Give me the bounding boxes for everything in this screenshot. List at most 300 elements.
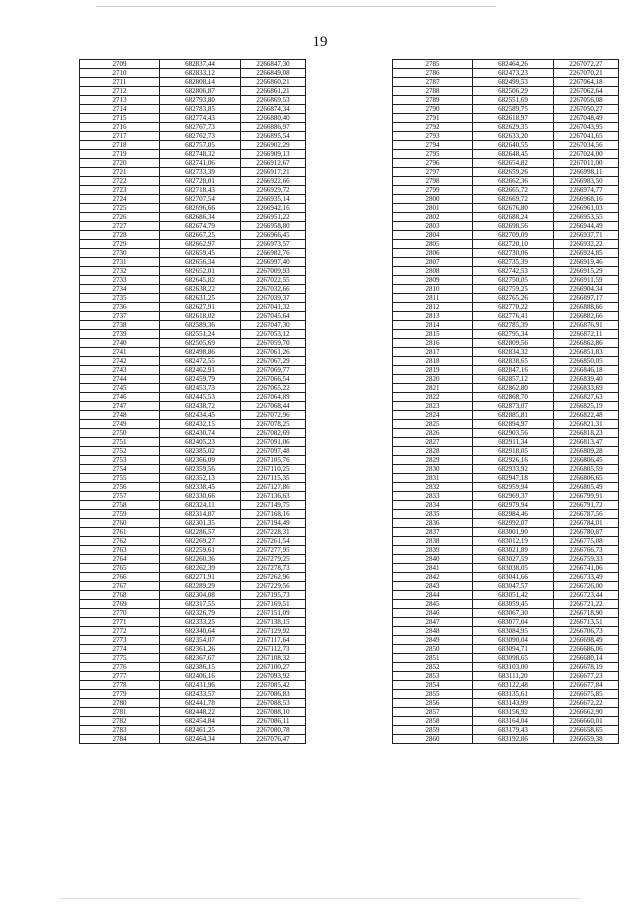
x-coordinate-cell: 683012,19: [473, 537, 554, 546]
x-coordinate-cell: 682885,81: [473, 411, 554, 420]
x-coordinate-cell: 683038,05: [473, 564, 554, 573]
point-number-cell: 2762: [80, 537, 160, 546]
x-coordinate-cell: 682326,79: [160, 609, 241, 618]
y-coordinate-cell: 2267072,27: [554, 60, 619, 69]
table-row: [393, 330, 619, 339]
y-coordinate-cell: 2267112,73: [241, 645, 306, 654]
x-coordinate-cell: 683021,89: [473, 546, 554, 555]
table-row: [393, 735, 619, 744]
y-coordinate-cell: 2267278,73: [241, 564, 306, 573]
point-number-cell: 2770: [80, 609, 160, 618]
y-coordinate-cell: 2266780,87: [554, 528, 619, 537]
table-row: [80, 168, 306, 177]
x-coordinate-cell: 683098,65: [473, 654, 554, 663]
y-coordinate-cell: 2267041,65: [554, 132, 619, 141]
table-row: [80, 735, 306, 744]
y-coordinate-cell: 2266733,49: [554, 573, 619, 582]
x-coordinate-cell: 682618,97: [473, 114, 554, 123]
x-coordinate-cell: 682259,61: [160, 546, 241, 555]
point-number-cell: 2812: [393, 303, 473, 312]
table-row: [393, 591, 619, 600]
x-coordinate-cell: 683027,59: [473, 555, 554, 564]
point-number-cell: 2778: [80, 681, 160, 690]
table-row: [80, 690, 306, 699]
point-number-cell: 2723: [80, 186, 160, 195]
table-row: [393, 366, 619, 375]
point-number-cell: 2818: [393, 357, 473, 366]
point-number-cell: 2765: [80, 564, 160, 573]
x-coordinate-cell: 682783,85: [160, 105, 241, 114]
x-coordinate-cell: 682696,66: [160, 204, 241, 213]
table-row: [393, 645, 619, 654]
table-row: [393, 114, 619, 123]
table-row: [80, 114, 306, 123]
x-coordinate-cell: 682638,22: [160, 285, 241, 294]
y-coordinate-cell: 2267039,37: [241, 294, 306, 303]
point-number-cell: 2793: [393, 132, 473, 141]
table-row: [80, 474, 306, 483]
y-coordinate-cell: 2266818,23: [554, 429, 619, 438]
y-coordinate-cell: 2267085,42: [241, 681, 306, 690]
x-coordinate-cell: 682709,09: [473, 231, 554, 240]
table-row: [80, 60, 306, 69]
table-row: [393, 204, 619, 213]
point-number-cell: 2815: [393, 330, 473, 339]
table-row: [80, 681, 306, 690]
point-number-cell: 2717: [80, 132, 160, 141]
y-coordinate-cell: 2267050,27: [554, 105, 619, 114]
x-coordinate-cell: 682506,29: [473, 87, 554, 96]
point-number-cell: 2857: [393, 708, 473, 717]
point-number-cell: 2712: [80, 87, 160, 96]
x-coordinate-cell: 682659,26: [473, 168, 554, 177]
table-row: [393, 213, 619, 222]
point-number-cell: 2781: [80, 708, 160, 717]
x-coordinate-cell: 682933,92: [473, 465, 554, 474]
y-coordinate-cell: 2266966,45: [241, 231, 306, 240]
table-row: [80, 204, 306, 213]
x-coordinate-cell: 682359,56: [160, 465, 241, 474]
y-coordinate-cell: 2267067,29: [241, 357, 306, 366]
point-number-cell: 2767: [80, 582, 160, 591]
table-row: [393, 411, 619, 420]
table-row: [393, 681, 619, 690]
y-coordinate-cell: 2266924,85: [554, 249, 619, 258]
y-coordinate-cell: 2266784,01: [554, 519, 619, 528]
bottom-rule: [60, 898, 580, 899]
x-coordinate-cell: 683179,43: [473, 726, 554, 735]
y-coordinate-cell: 2267091,06: [241, 438, 306, 447]
table-row: [80, 177, 306, 186]
table-row: [393, 690, 619, 699]
x-coordinate-cell: 682662,97: [160, 240, 241, 249]
x-coordinate-cell: 682903,56: [473, 429, 554, 438]
table-row: [393, 258, 619, 267]
y-coordinate-cell: 2267078,25: [241, 420, 306, 429]
x-coordinate-cell: 682367,67: [160, 654, 241, 663]
y-coordinate-cell: 2266741,06: [554, 564, 619, 573]
y-coordinate-cell: 2266658,65: [554, 726, 619, 735]
y-coordinate-cell: 2266723,44: [554, 591, 619, 600]
table-row: [80, 303, 306, 312]
y-coordinate-cell: 2266718,90: [554, 609, 619, 618]
table-row: [80, 78, 306, 87]
x-coordinate-cell: 683164,04: [473, 717, 554, 726]
y-coordinate-cell: 2267088,53: [241, 699, 306, 708]
table-row: [80, 663, 306, 672]
point-number-cell: 2733: [80, 276, 160, 285]
x-coordinate-cell: 682750,05: [473, 276, 554, 285]
table-row: [393, 168, 619, 177]
point-number-cell: 2777: [80, 672, 160, 681]
point-number-cell: 2805: [393, 240, 473, 249]
point-number-cell: 2827: [393, 438, 473, 447]
point-number-cell: 2714: [80, 105, 160, 114]
x-coordinate-cell: 682633,20: [473, 132, 554, 141]
table-row: [393, 285, 619, 294]
point-number-cell: 2779: [80, 690, 160, 699]
y-coordinate-cell: 2267261,54: [241, 537, 306, 546]
y-coordinate-cell: 2266912,67: [241, 159, 306, 168]
point-number-cell: 2775: [80, 654, 160, 663]
table-row: [393, 600, 619, 609]
x-coordinate-cell: 682809,56: [473, 339, 554, 348]
table-row: [80, 240, 306, 249]
table-row: [80, 438, 306, 447]
x-coordinate-cell: 682992,07: [473, 519, 554, 528]
y-coordinate-cell: 2267110,25: [241, 465, 306, 474]
point-number-cell: 2782: [80, 717, 160, 726]
y-coordinate-cell: 2266851,83: [554, 348, 619, 357]
y-coordinate-cell: 2266677,23: [554, 672, 619, 681]
x-coordinate-cell: 682959,94: [473, 483, 554, 492]
x-coordinate-cell: 682333,25: [160, 618, 241, 627]
y-coordinate-cell: 2267045,64: [241, 312, 306, 321]
x-coordinate-cell: 682441,78: [160, 699, 241, 708]
point-number-cell: 2836: [393, 519, 473, 528]
point-number-cell: 2828: [393, 447, 473, 456]
y-coordinate-cell: 2266974,77: [554, 186, 619, 195]
y-coordinate-cell: 2266805,59: [554, 465, 619, 474]
x-coordinate-cell: 682618,02: [160, 312, 241, 321]
point-number-cell: 2808: [393, 267, 473, 276]
point-number-cell: 2830: [393, 465, 473, 474]
table-row: [393, 123, 619, 132]
y-coordinate-cell: 2266983,50: [554, 177, 619, 186]
x-coordinate-cell: 682301,35: [160, 519, 241, 528]
table-row: [80, 186, 306, 195]
x-coordinate-cell: 682659,45: [160, 249, 241, 258]
point-number-cell: 2833: [393, 492, 473, 501]
y-coordinate-cell: 2266672,22: [554, 699, 619, 708]
table-row: [393, 483, 619, 492]
point-number-cell: 2791: [393, 114, 473, 123]
table-row: [80, 726, 306, 735]
table-row: [393, 222, 619, 231]
table-row: [80, 141, 306, 150]
x-coordinate-cell: 682728,01: [160, 177, 241, 186]
point-number-cell: 2835: [393, 510, 473, 519]
table-row: [393, 465, 619, 474]
table-row: [393, 555, 619, 564]
x-coordinate-cell: 682631,25: [160, 294, 241, 303]
table-row: [393, 105, 619, 114]
point-number-cell: 2725: [80, 204, 160, 213]
y-coordinate-cell: 2266935,14: [241, 195, 306, 204]
y-coordinate-cell: 2266942,16: [241, 204, 306, 213]
y-coordinate-cell: 2267043,95: [554, 123, 619, 132]
x-coordinate-cell: 682774,43: [160, 114, 241, 123]
point-number-cell: 2846: [393, 609, 473, 618]
x-coordinate-cell: 682698,56: [473, 222, 554, 231]
x-coordinate-cell: 683090,04: [473, 636, 554, 645]
x-coordinate-cell: 682785,39: [473, 321, 554, 330]
x-coordinate-cell: 683103,00: [473, 663, 554, 672]
table-row: [393, 510, 619, 519]
x-coordinate-cell: 682718,43: [160, 186, 241, 195]
table-row: [80, 537, 306, 546]
table-row: [393, 708, 619, 717]
table-row: [80, 285, 306, 294]
y-coordinate-cell: 2267047,30: [241, 321, 306, 330]
point-number-cell: 2739: [80, 330, 160, 339]
y-coordinate-cell: 2267086,83: [241, 690, 306, 699]
y-coordinate-cell: 2266861,21: [241, 87, 306, 96]
x-coordinate-cell: 683047,57: [473, 582, 554, 591]
y-coordinate-cell: 2266951,22: [241, 213, 306, 222]
table-row: [80, 411, 306, 420]
table-row: [393, 303, 619, 312]
x-coordinate-cell: 682837,44: [160, 60, 241, 69]
x-coordinate-cell: 682385,02: [160, 447, 241, 456]
table-row: [80, 546, 306, 555]
y-coordinate-cell: 2266919,46: [554, 258, 619, 267]
table-row: [393, 717, 619, 726]
x-coordinate-cell: 683067,30: [473, 609, 554, 618]
y-coordinate-cell: 2266882,66: [554, 312, 619, 321]
point-number-cell: 2838: [393, 537, 473, 546]
y-coordinate-cell: 2267011,00: [554, 159, 619, 168]
y-coordinate-cell: 2266961,03: [554, 204, 619, 213]
y-coordinate-cell: 2267115,35: [241, 474, 306, 483]
x-coordinate-cell: 682433,57: [160, 690, 241, 699]
y-coordinate-cell: 2266886,97: [241, 123, 306, 132]
x-coordinate-cell: 683135,61: [473, 690, 554, 699]
point-number-cell: 2727: [80, 222, 160, 231]
y-coordinate-cell: 2267069,77: [241, 366, 306, 375]
table-row: [393, 519, 619, 528]
point-number-cell: 2831: [393, 474, 473, 483]
x-coordinate-cell: 682733,39: [160, 168, 241, 177]
y-coordinate-cell: 2266937,71: [554, 231, 619, 240]
table-row: [393, 60, 619, 69]
point-number-cell: 2773: [80, 636, 160, 645]
table-row: [80, 519, 306, 528]
x-coordinate-cell: 682748,32: [160, 150, 241, 159]
point-number-cell: 2843: [393, 582, 473, 591]
table-row: [80, 123, 306, 132]
table-row: [80, 447, 306, 456]
x-coordinate-cell: 682464,34: [160, 735, 241, 744]
y-coordinate-cell: 2266675,85: [554, 690, 619, 699]
x-coordinate-cell: 682767,73: [160, 123, 241, 132]
y-coordinate-cell: 2267168,16: [241, 510, 306, 519]
x-coordinate-cell: 683084,95: [473, 627, 554, 636]
top-rule: [96, 6, 496, 7]
table-row: [80, 276, 306, 285]
table-row: [80, 213, 306, 222]
point-number-cell: 2746: [80, 393, 160, 402]
point-number-cell: 2771: [80, 618, 160, 627]
point-number-cell: 2852: [393, 663, 473, 672]
point-number-cell: 2728: [80, 231, 160, 240]
table-row: [80, 528, 306, 537]
x-coordinate-cell: 682793,80: [160, 96, 241, 105]
point-number-cell: 2802: [393, 213, 473, 222]
y-coordinate-cell: 2266659,38: [554, 735, 619, 744]
table-row: [80, 564, 306, 573]
x-coordinate-cell: 682770,22: [473, 303, 554, 312]
table-row: [393, 492, 619, 501]
table-row: [80, 708, 306, 717]
y-coordinate-cell: 2266825,19: [554, 402, 619, 411]
x-coordinate-cell: 682430,74: [160, 429, 241, 438]
point-number-cell: 2786: [393, 69, 473, 78]
x-coordinate-cell: 682434,45: [160, 411, 241, 420]
table-row: [393, 528, 619, 537]
x-coordinate-cell: 682459,79: [160, 375, 241, 384]
y-coordinate-cell: 2266897,17: [554, 294, 619, 303]
x-coordinate-cell: 682984,46: [473, 510, 554, 519]
y-coordinate-cell: 2266849,08: [241, 69, 306, 78]
x-coordinate-cell: 682629,35: [473, 123, 554, 132]
point-number-cell: 2783: [80, 726, 160, 735]
y-coordinate-cell: 2266706,73: [554, 627, 619, 636]
table-row: [80, 348, 306, 357]
table-row: [393, 420, 619, 429]
table-row: [80, 609, 306, 618]
point-number-cell: 2834: [393, 501, 473, 510]
table-row: [393, 78, 619, 87]
y-coordinate-cell: 2267053,12: [241, 330, 306, 339]
x-coordinate-cell: 682453,73: [160, 384, 241, 393]
table-row: [393, 96, 619, 105]
table-row: [80, 492, 306, 501]
point-number-cell: 2844: [393, 591, 473, 600]
x-coordinate-cell: 682406,16: [160, 672, 241, 681]
point-number-cell: 2788: [393, 87, 473, 96]
table-row: [393, 537, 619, 546]
point-number-cell: 2711: [80, 78, 160, 87]
x-coordinate-cell: 682324,11: [160, 501, 241, 510]
table-row: [80, 672, 306, 681]
point-number-cell: 2744: [80, 375, 160, 384]
y-coordinate-cell: 2267105,76: [241, 456, 306, 465]
y-coordinate-cell: 2267064,18: [554, 78, 619, 87]
y-coordinate-cell: 2266680,14: [554, 654, 619, 663]
table-row: [80, 159, 306, 168]
x-coordinate-cell: 682873,07: [473, 402, 554, 411]
x-coordinate-cell: 682473,23: [473, 69, 554, 78]
point-number-cell: 2854: [393, 681, 473, 690]
table-row: [80, 258, 306, 267]
point-number-cell: 2755: [80, 474, 160, 483]
table-row: [393, 726, 619, 735]
table-row: [80, 483, 306, 492]
point-number-cell: 2848: [393, 627, 473, 636]
x-coordinate-cell: 682765,26: [473, 294, 554, 303]
y-coordinate-cell: 2266821,31: [554, 420, 619, 429]
table-row: [80, 150, 306, 159]
point-number-cell: 2822: [393, 393, 473, 402]
x-coordinate-cell: 682776,41: [473, 312, 554, 321]
point-number-cell: 2716: [80, 123, 160, 132]
y-coordinate-cell: 2266860,21: [241, 78, 306, 87]
x-coordinate-cell: 682352,13: [160, 474, 241, 483]
x-coordinate-cell: 682461,25: [160, 726, 241, 735]
y-coordinate-cell: 2267066,54: [241, 375, 306, 384]
point-number-cell: 2747: [80, 402, 160, 411]
x-coordinate-cell: 682405,23: [160, 438, 241, 447]
y-coordinate-cell: 2266968,16: [554, 195, 619, 204]
point-number-cell: 2726: [80, 213, 160, 222]
y-coordinate-cell: 2266809,28: [554, 447, 619, 456]
page-number: 19: [312, 34, 328, 50]
point-number-cell: 2780: [80, 699, 160, 708]
x-coordinate-cell: 683051,42: [473, 591, 554, 600]
y-coordinate-cell: 2266909,13: [241, 150, 306, 159]
point-number-cell: 2764: [80, 555, 160, 564]
y-coordinate-cell: 2267129,92: [241, 627, 306, 636]
y-coordinate-cell: 2267064,89: [241, 393, 306, 402]
point-number-cell: 2766: [80, 573, 160, 582]
table-row: [80, 231, 306, 240]
y-coordinate-cell: 2267072,96: [241, 411, 306, 420]
y-coordinate-cell: 2266726,00: [554, 582, 619, 591]
x-coordinate-cell: 682847,16: [473, 366, 554, 375]
x-coordinate-cell: 682271,91: [160, 573, 241, 582]
x-coordinate-cell: 682969,37: [473, 492, 554, 501]
table-row: [393, 294, 619, 303]
y-coordinate-cell: 2267076,47: [241, 735, 306, 744]
table-row: [393, 240, 619, 249]
point-number-cell: 2742: [80, 357, 160, 366]
table-row: [80, 573, 306, 582]
table-row: [393, 339, 619, 348]
table-row: [80, 132, 306, 141]
point-number-cell: 2814: [393, 321, 473, 330]
x-coordinate-cell: 682499,53: [473, 78, 554, 87]
x-coordinate-cell: 682432,15: [160, 420, 241, 429]
table-row: [393, 141, 619, 150]
table-row: [80, 456, 306, 465]
table-row: [80, 645, 306, 654]
x-coordinate-cell: 683041,66: [473, 573, 554, 582]
y-coordinate-cell: 2266775,08: [554, 537, 619, 546]
table-row: [393, 699, 619, 708]
y-coordinate-cell: 2266982,76: [241, 249, 306, 258]
x-coordinate-cell: 682361,26: [160, 645, 241, 654]
y-coordinate-cell: 2267195,73: [241, 591, 306, 600]
point-number-cell: 2837: [393, 528, 473, 537]
point-number-cell: 2839: [393, 546, 473, 555]
y-coordinate-cell: 2266944,49: [554, 222, 619, 231]
point-number-cell: 2853: [393, 672, 473, 681]
table-row: [80, 312, 306, 321]
y-coordinate-cell: 2267061,26: [241, 348, 306, 357]
point-number-cell: 2796: [393, 159, 473, 168]
y-coordinate-cell: 2267151,09: [241, 609, 306, 618]
